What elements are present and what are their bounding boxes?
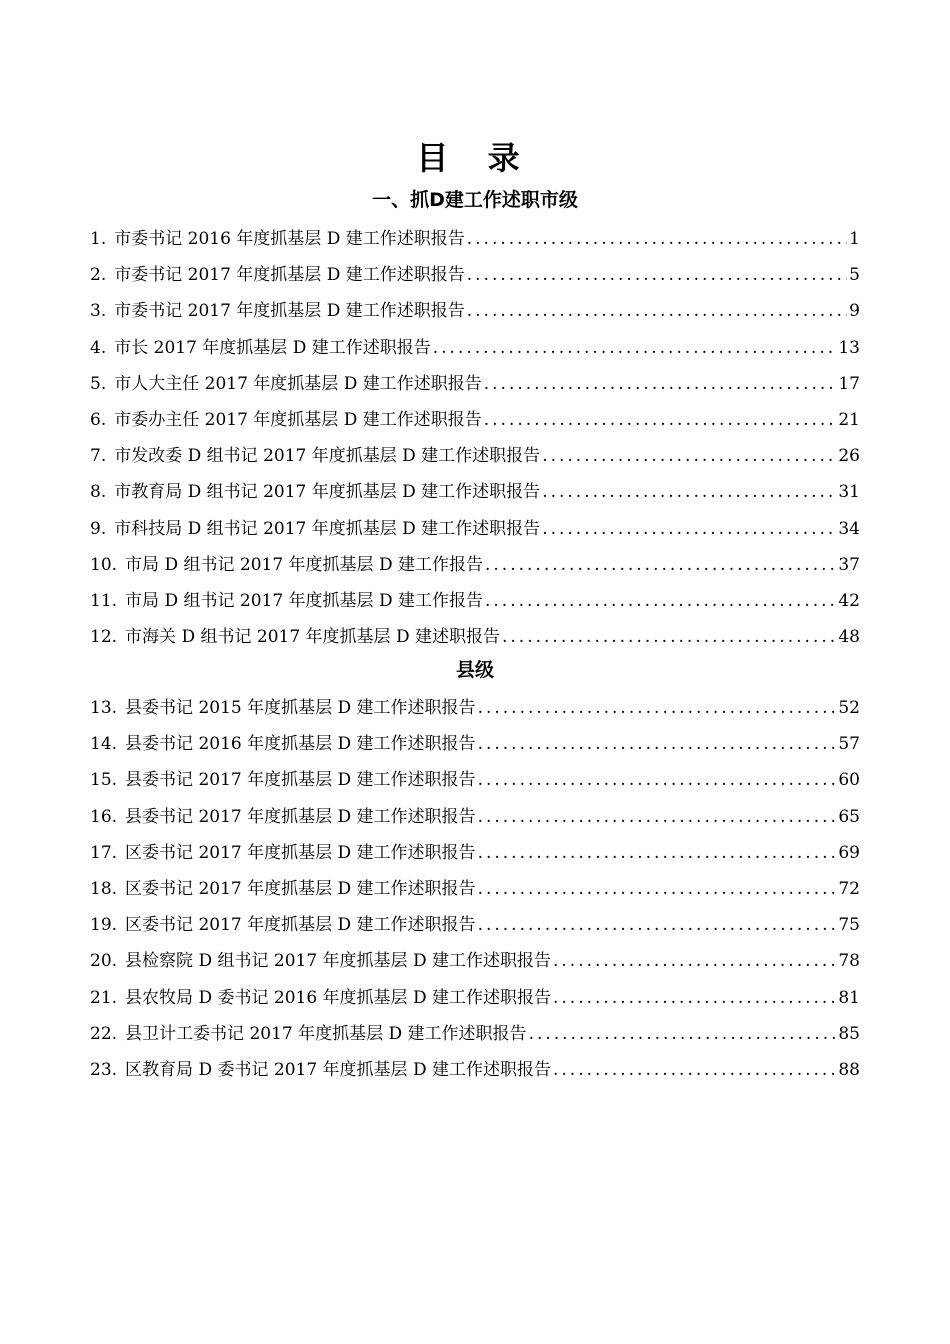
toc-entry-number: 2. — [90, 265, 107, 286]
toc-entry-page: 13 — [838, 337, 860, 358]
dot-leader — [542, 474, 836, 510]
toc-list-county — [90, 690, 860, 1088]
dot-leader — [467, 257, 847, 293]
toc-entry-page: 69 — [838, 842, 860, 863]
toc-entry-title: 县委书记 2017 年度抓基层 D 建工作述职报告 — [125, 770, 476, 791]
toc-entry-number: 3. — [90, 301, 107, 322]
toc-entry-number: 13. — [90, 698, 118, 718]
toc-entry-title: 市委书记 2017 年度抓基层 D 建工作述职报告 — [114, 265, 465, 286]
toc-entry-title: 市局 D 组书记 2017 年度抓基层 D 建工作报告 — [125, 554, 483, 575]
toc-entry[interactable] — [90, 1052, 860, 1088]
toc-entry-number: 22. — [90, 1023, 118, 1044]
toc-entry-page: 5 — [849, 265, 860, 286]
section-heading-county: 县级 — [455, 659, 494, 681]
toc-list-city — [90, 221, 860, 655]
toc-entry-title: 县农牧局 D 委书记 2016 年度抓基层 D 建工作述职报告 — [125, 987, 551, 1008]
toc-entry-page: 17 — [838, 373, 860, 394]
toc-entry-number: 16. — [90, 806, 118, 827]
dot-leader — [478, 762, 837, 798]
dot-leader — [433, 330, 837, 366]
toc-entry-number: 10. — [90, 554, 118, 575]
toc-entry[interactable] — [90, 366, 860, 402]
toc-entry-title: 市委书记 2016 年度抓基层 D 建工作述职报告 — [114, 229, 465, 249]
dot-leader — [478, 871, 837, 907]
toc-entry[interactable] — [90, 257, 860, 293]
toc-entry-page: 85 — [838, 1023, 860, 1044]
toc-entry[interactable] — [90, 511, 860, 547]
toc-entry-page: 42 — [838, 590, 860, 611]
section-heading-city: 一、抓D建工作述职市级 — [372, 189, 578, 211]
toc-entry-page: 34 — [838, 518, 860, 539]
toc-entry-number: 8. — [90, 482, 107, 503]
toc-entry[interactable] — [90, 474, 860, 510]
toc-entry[interactable] — [90, 583, 860, 619]
dot-leader — [485, 547, 836, 583]
toc-entry[interactable] — [90, 690, 860, 726]
toc-entry-number: 1. — [90, 229, 107, 249]
toc-entry-title: 县卫计工委书记 2017 年度抓基层 D 建工作述职报告 — [125, 1023, 527, 1044]
toc-entry[interactable] — [90, 619, 860, 655]
toc-entry-number: 19. — [90, 915, 118, 936]
toc-entry[interactable] — [90, 402, 860, 438]
toc-entry[interactable] — [90, 221, 860, 257]
toc-entry-page: 9 — [849, 301, 860, 322]
dot-leader — [553, 943, 836, 979]
dot-leader — [478, 799, 837, 835]
dot-leader — [478, 907, 837, 943]
dot-leader — [502, 619, 836, 655]
toc-entry-title: 市委办主任 2017 年度抓基层 D 建工作述职报告 — [114, 409, 482, 430]
toc-entry[interactable] — [90, 871, 860, 907]
dot-leader — [467, 221, 847, 257]
dot-leader — [553, 980, 836, 1016]
toc-entry-page: 31 — [838, 482, 860, 503]
toc-entry-page: 65 — [838, 806, 860, 827]
toc-entry-title: 市长 2017 年度抓基层 D 建工作述职报告 — [114, 337, 431, 358]
toc-entry-title: 县委书记 2015 年度抓基层 D 建工作述职报告 — [125, 698, 476, 718]
toc-entry-number: 20. — [90, 951, 118, 972]
toc-entry-title: 县委书记 2017 年度抓基层 D 建工作述职报告 — [125, 806, 476, 827]
toc-entry[interactable] — [90, 726, 860, 762]
toc-entry-title: 市发改委 D 组书记 2017 年度抓基层 D 建工作述职报告 — [114, 446, 541, 467]
toc-entry-page: 52 — [838, 698, 860, 718]
toc-entry-number: 5. — [90, 373, 107, 394]
toc-entry-page: 1 — [849, 229, 860, 249]
toc-entry-number: 23. — [90, 1059, 118, 1080]
toc-entry-title: 市科技局 D 组书记 2017 年度抓基层 D 建工作述职报告 — [114, 518, 541, 539]
toc-entry[interactable] — [90, 762, 860, 798]
dot-leader — [478, 835, 837, 871]
dot-leader — [467, 293, 847, 329]
toc-entry-page: 60 — [838, 770, 860, 791]
toc-entry-title: 区委书记 2017 年度抓基层 D 建工作述职报告 — [125, 915, 476, 936]
toc-entry[interactable] — [90, 907, 860, 943]
dot-leader — [484, 366, 837, 402]
dot-leader — [484, 402, 837, 438]
toc-entry-number: 17. — [90, 842, 118, 863]
toc-entry-title: 区委书记 2017 年度抓基层 D 建工作述职报告 — [125, 878, 476, 899]
toc-entry-page: 81 — [838, 987, 860, 1008]
toc-entry[interactable] — [90, 980, 860, 1016]
toc-entry-title: 市人大主任 2017 年度抓基层 D 建工作述职报告 — [114, 373, 482, 394]
toc-entry-title: 市委书记 2017 年度抓基层 D 建工作述职报告 — [114, 301, 465, 322]
toc-entry[interactable] — [90, 835, 860, 871]
toc-entry[interactable] — [90, 438, 860, 474]
toc-entry-page: 26 — [838, 446, 860, 467]
toc-entry[interactable] — [90, 799, 860, 835]
toc-entry[interactable] — [90, 1016, 860, 1052]
toc-entry-number: 9. — [90, 518, 107, 539]
toc-entry-number: 7. — [90, 446, 107, 467]
toc-entry-page: 75 — [838, 915, 860, 936]
toc-entry-title: 区教育局 D 委书记 2017 年度抓基层 D 建工作述职报告 — [125, 1059, 551, 1080]
toc-entry-page: 78 — [838, 951, 860, 972]
toc-entry-number: 18. — [90, 878, 118, 899]
toc-entry-title: 县检察院 D 组书记 2017 年度抓基层 D 建工作述职报告 — [125, 951, 551, 972]
toc-entry-number: 14. — [90, 734, 118, 755]
dot-leader — [529, 1016, 837, 1052]
toc-entry-number: 6. — [90, 409, 107, 430]
toc-entry-title: 区委书记 2017 年度抓基层 D 建工作述职报告 — [125, 842, 476, 863]
toc-entry-page: 48 — [838, 627, 860, 648]
toc-entry-title: 市教育局 D 组书记 2017 年度抓基层 D 建工作述职报告 — [114, 482, 541, 503]
toc-entry-number: 12. — [90, 627, 118, 648]
toc-entry[interactable] — [90, 293, 860, 329]
toc-entry[interactable] — [90, 547, 860, 583]
page-title: 目 录 — [416, 139, 534, 177]
dot-leader — [485, 583, 836, 619]
dot-leader — [478, 690, 837, 726]
toc-entry-number: 15. — [90, 770, 118, 791]
dot-leader — [553, 1052, 836, 1088]
dot-leader — [542, 438, 836, 474]
toc-entry-title: 县委书记 2016 年度抓基层 D 建工作述职报告 — [125, 734, 476, 755]
toc-entry-number: 4. — [90, 337, 107, 358]
dot-leader — [542, 511, 836, 547]
toc-entry-page: 37 — [838, 554, 860, 575]
toc-entry-page: 88 — [838, 1059, 860, 1080]
toc-entry[interactable] — [90, 330, 860, 366]
toc-entry-page: 57 — [838, 734, 860, 755]
toc-entry-number: 11. — [90, 590, 118, 611]
toc-entry-number: 21. — [90, 987, 118, 1008]
toc-entry-page: 21 — [838, 409, 860, 430]
toc-entry-title: 市局 D 组书记 2017 年度抓基层 D 建工作报告 — [125, 590, 483, 611]
toc-entry-page: 72 — [838, 878, 860, 899]
toc-entry[interactable] — [90, 943, 860, 979]
toc-entry-title: 市海关 D 组书记 2017 年度抓基层 D 建述职报告 — [125, 627, 500, 648]
dot-leader — [478, 726, 837, 762]
